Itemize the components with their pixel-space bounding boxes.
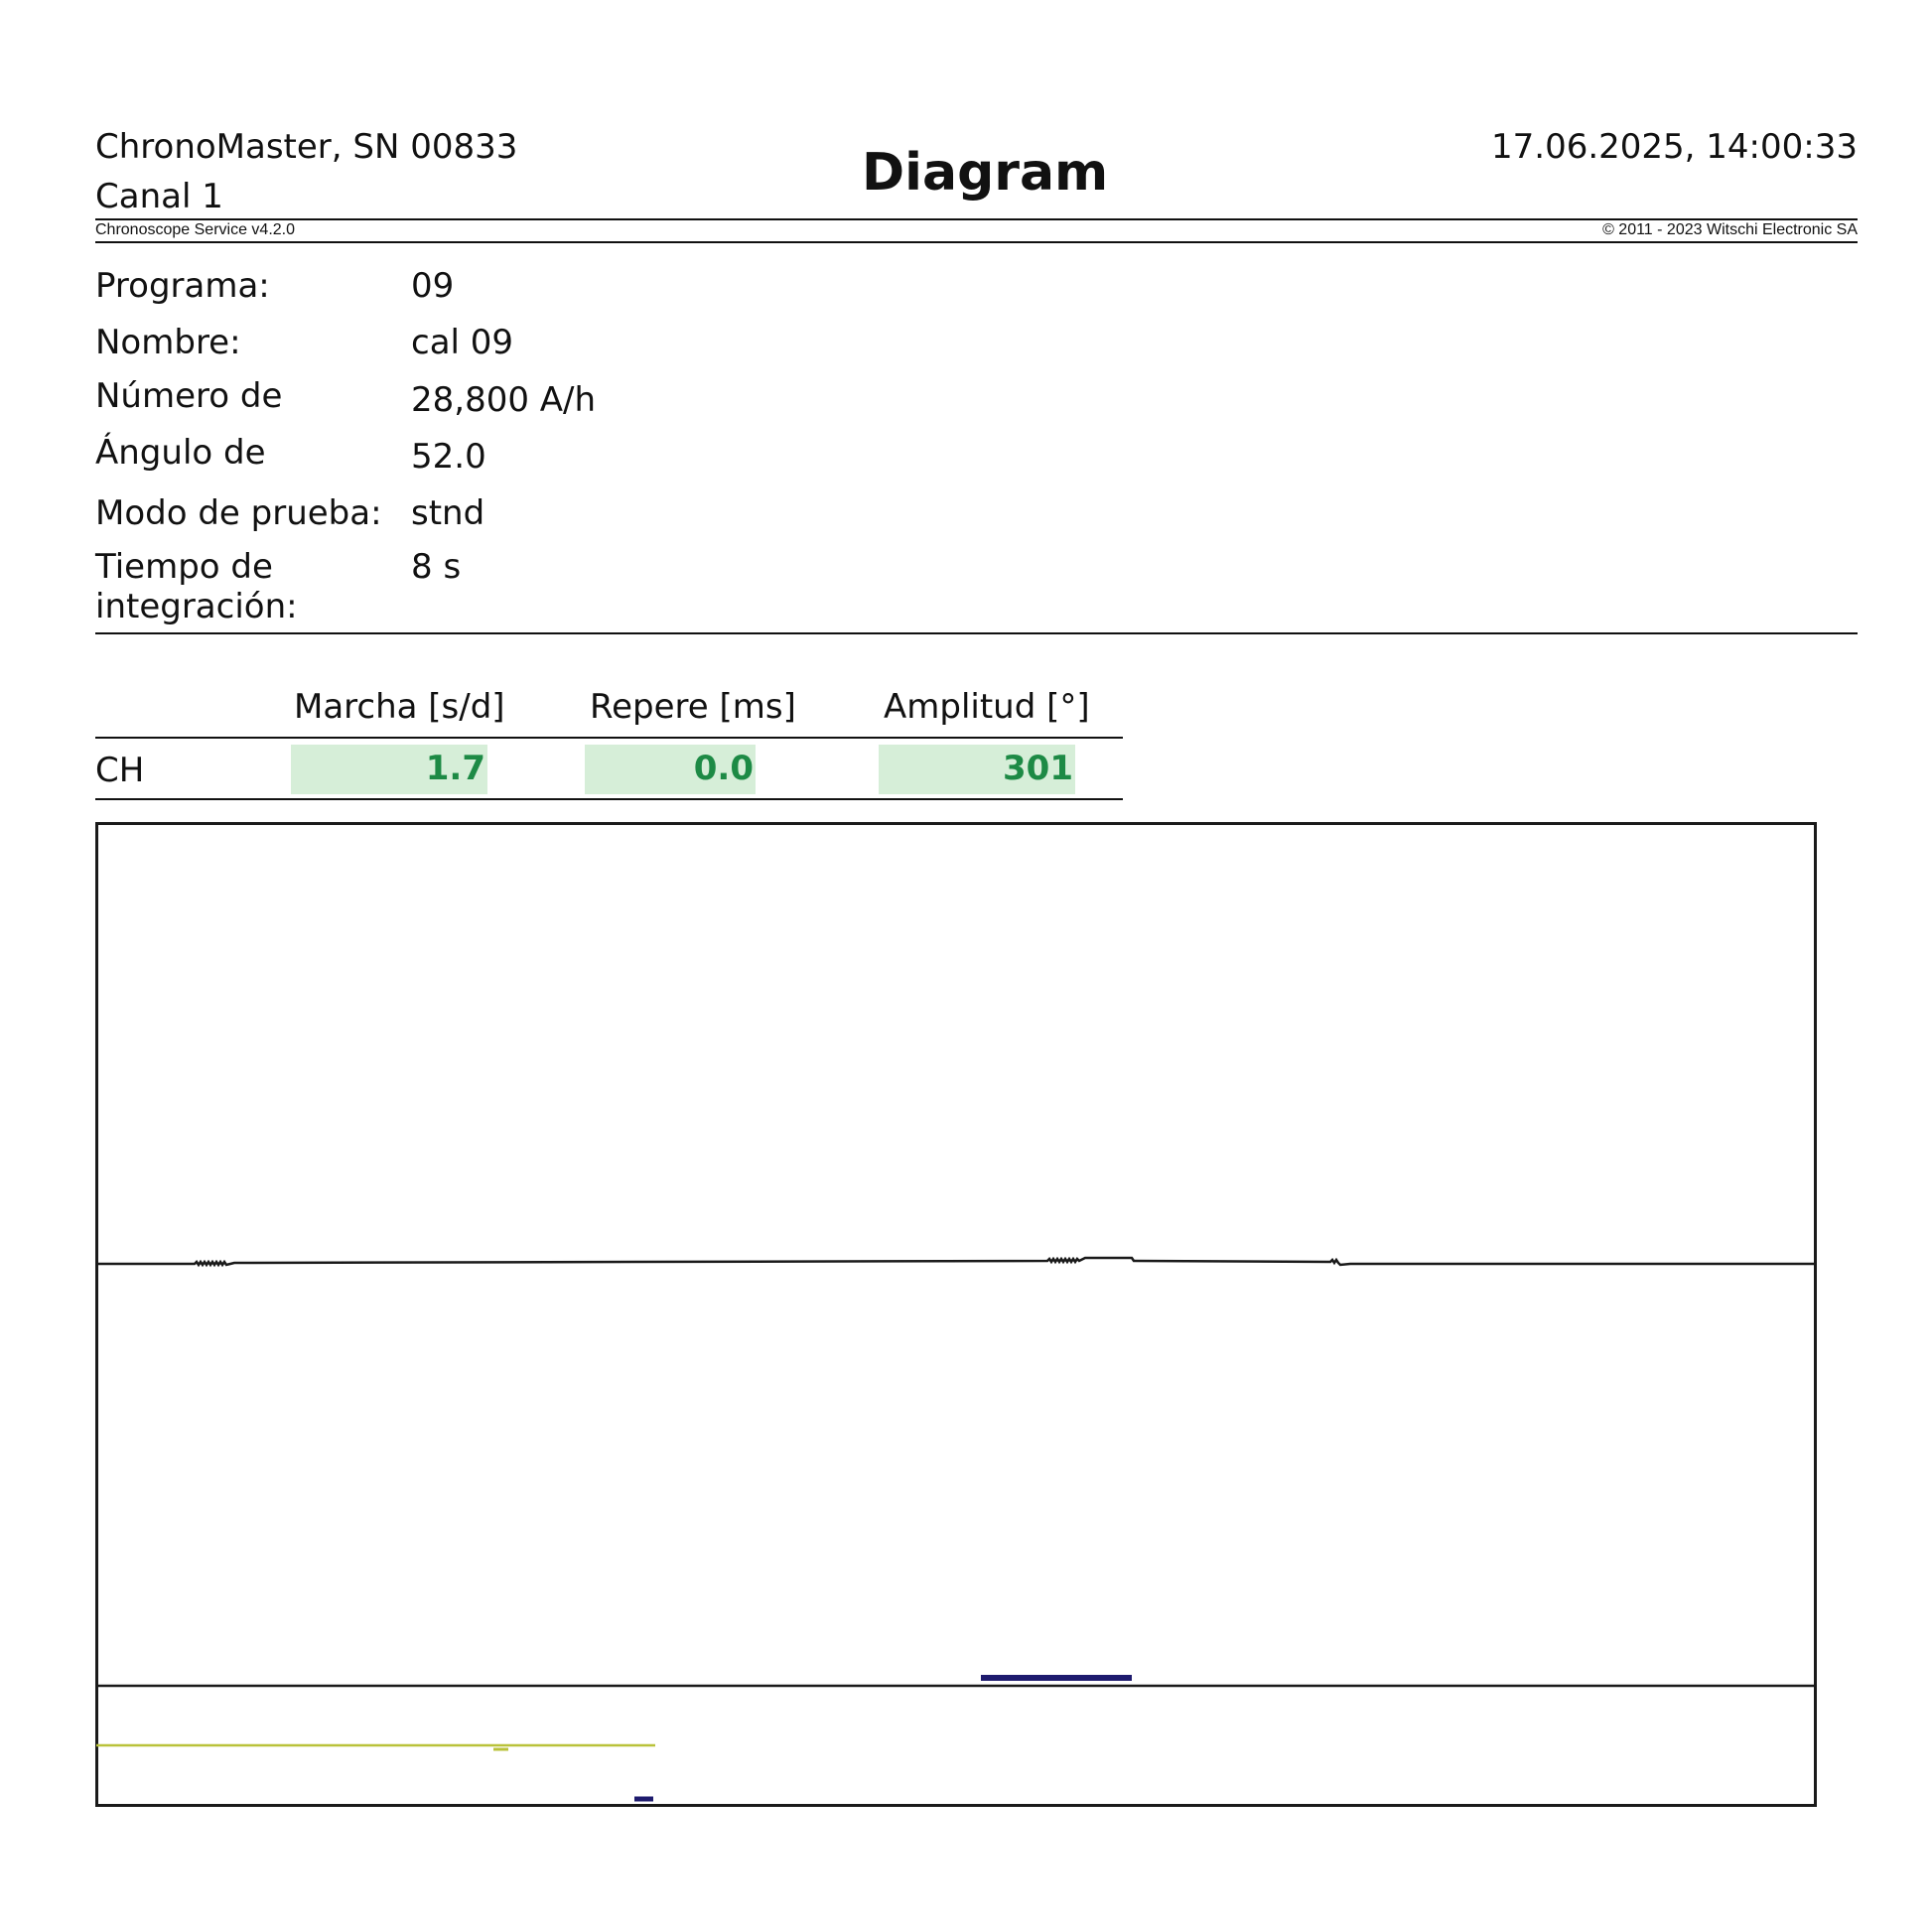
beat-error-value: 0.0 xyxy=(693,749,754,788)
param-value-name: cal 09 xyxy=(411,323,514,362)
param-label-integration-time: Tiempo de integración: xyxy=(95,547,298,626)
param-label-name: Nombre: xyxy=(95,323,241,362)
param-label-lift-angle: Ángulo de xyxy=(95,433,266,473)
device-label: ChronoMaster, SN 00833 xyxy=(95,127,518,167)
param-value-beat-rate: 28,800 A/h xyxy=(411,380,597,420)
copyright: © 2011 - 2023 Witschi Electronic SA xyxy=(1602,221,1858,238)
param-label-test-mode: Modo de prueba: xyxy=(95,493,382,533)
col-header-amplitude: Amplitud [°] xyxy=(884,687,1090,727)
software-version: Chronoscope Service v4.2.0 xyxy=(95,221,295,238)
rate-trace xyxy=(96,1258,1817,1265)
row-label: CH xyxy=(95,751,145,790)
param-value-lift-angle: 52.0 xyxy=(411,437,486,477)
channel-label: Canal 1 xyxy=(95,177,223,216)
param-value-test-mode: stnd xyxy=(411,493,485,533)
param-label-beat-rate: Número de xyxy=(95,376,283,416)
rate-value: 1.7 xyxy=(425,749,485,788)
param-label-program: Programa: xyxy=(95,266,270,306)
col-header-beat-error: Repere [ms] xyxy=(590,687,796,727)
amplitude-value: 301 xyxy=(1003,749,1073,788)
timestamp: 17.06.2025, 14:00:33 xyxy=(1491,127,1858,167)
col-header-rate: Marcha [s/d] xyxy=(294,687,505,727)
param-value-program: 09 xyxy=(411,266,455,306)
page-title: Diagram xyxy=(862,143,1109,203)
param-value-integration-time: 8 s xyxy=(411,547,462,587)
